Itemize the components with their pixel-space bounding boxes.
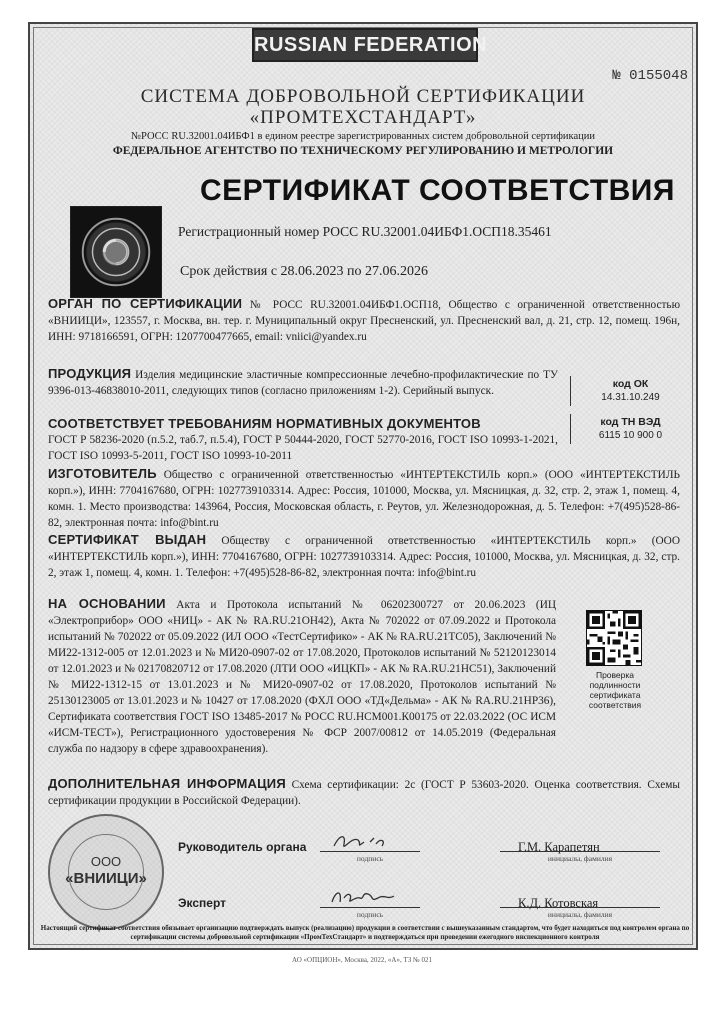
seal-line1: ООО [90, 854, 122, 869]
code-ok-label: код ОК [612, 378, 649, 390]
section-compliance-head: СООТВЕТСТВУЕТ ТРЕБОВАНИЯМ НОРМАТИВНЫХ ДОКУМЕНТОВ [48, 416, 481, 431]
head-signature-caption: подпись [356, 854, 384, 863]
organization-seal [48, 814, 164, 930]
section-organ-head: ОРГАН ПО СЕРТИФИКАЦИИ [48, 296, 243, 311]
hologram-emblem-icon [70, 206, 162, 298]
section-basis [48, 596, 556, 757]
section-basis-text: Акта и Протокола испытаний № 06202300727 от 20.06.2023 (ИЦ «Электроприбор» ООО «НИЦ» - АК № RA.RU.21ОН42), Акта № 702022 от 07.09.2022 и Протокола испытаний № 702022 от 05.09.2022 (ИЛ ООО «ТестСертифико» - АК № RA.RU.21ТС05), Заключений № МИ22-1312-005 от 12.01.2023 и № МИ20-0907-02 от 17.08.2020, Протоколов испытаний № 52120123014 от 12.01.2023 и № 02170820712 от 17.08.2020 (ЛТИ ООО «ИЦКП» - АК № RA.RU.21НС51), Заключений № МИ22-1312-15 от 13.01.2023 и № МИ20-0907-02 от 17.08.2020, Протоколов испытаний № 25130123005 от 13.01.2023 и № 10427 от 17.08.2020 (ФХЛ ООО «ТД«Дельма» - АК № RA.RU.21НР36), Сертификата соответствия ГОСТ ISO 13485-2017 № РОСС RU.НСМ001.К00175 от 22.03.2022 (ОС ИСМ «ИСМ-ТЕСТ»), Регистрационного удостоверения № ФСР 2007/00812 от 14.05.2019 (Федеральная служба по надзору в сфере здравоохранения). [48, 599, 557, 755]
section-product [48, 366, 558, 399]
head-name-caption: инициалы, фамилия [547, 854, 613, 863]
certificate-sheet [28, 22, 698, 950]
code-ok-value: 14.31.10.249 [601, 392, 660, 403]
validity-period: Срок действия с 28.06.2023 по 27.06.2026 [180, 264, 429, 279]
section-organ [48, 296, 680, 345]
code-tnved-box [570, 414, 690, 444]
verification-qr-code[interactable] [586, 610, 642, 666]
section-compliance-text: ГОСТ Р 58236-2020 (п.5.2, таб.7, п.5.4), ГОСТ Р 50444-2020, ГОСТ 52770-2016, ГОСТ ISO 10993-1-2021, ГОСТ ISO 10993-5-2011, ГОСТ ISO 10993-10-2011 [48, 434, 558, 462]
section-manufacturer-text: Общество с ограниченной ответственностью «ИНТЕРТЕКСТИЛЬ корп.» (ООО «ИНТЕРТЕКСТИЛЬ корп.»), ИНН: 7704167680, ОГРН: 1027739103314. Адрес: Россия, 101000, Москва, ул. Мясницкая, д. 32, стр. 2, этаж 1, помещ. 4, комн. 1. Место производства: 143964, Россия, Московская область, г. Реутов, ул. Железнодорожная, д. 5. Телефон: +7(495)528-86-82, электронная почта: info@bint.ru [48, 469, 680, 529]
russian-federation-banner: RUSSIAN FEDERATION [252, 28, 478, 62]
printer-imprint: АО «ОПЦИОН», Москва, 2022, «А», ТЗ № 021 [292, 956, 432, 964]
code-tnved-label: код ТН ВЭД [600, 416, 661, 428]
seal-line2: «ВНИИЦИ» [65, 870, 147, 887]
certificate-title: СЕРТИФИКАТ СООТВЕТСТВИЯ [200, 174, 675, 207]
code-ok-box [570, 376, 690, 406]
qr-caption: Проверка подлинности сертификата соответствия [588, 670, 642, 710]
code-tnved-value: 6115 10 900 0 [598, 430, 663, 441]
expert-label: Эксперт [178, 896, 227, 910]
section-manufacturer-head: ИЗГОТОВИТЕЛЬ [48, 466, 157, 481]
section-organ-text: № РОСС RU.32001.04ИБФ1.ОСП18, Общество с ограниченной ответственностью «ВНИИЦИ», 123557, г. Москва, вн. тер. г. Муниципальный округ Пресненский, ул. Пресненский вал, д. 21, стр. 12, помещ. 196н, ИНН: 9718166591, ОГРН: 1207700477665, email: vniici@yandex.ru [48, 299, 681, 343]
section-issued-text: Обществу с ограниченной ответственностью «ИНТЕРТЕКСТИЛЬ корп.» (ООО «ИНТЕРТЕКСТИЛЬ корп.»), ИНН: 7704167680, ОГРН: 1027739103314. Адрес: Россия, 101000, Москва, ул. Мясницкая, д. 32, стр. 2, этаж 1, помещ. 4, комн. 1. Телефон: +7(495)528-86-82, электронная почта: info@bint.ru [48, 535, 680, 579]
section-additional-text: Схема сертификации: 2с (ГОСТ Р 53603-2020. Оценка соответствия. Схемы сертификации продукции в Российской Федерации). [48, 779, 680, 807]
section-product-head: ПРОДУКЦИЯ [48, 366, 132, 381]
section-compliance [48, 416, 558, 464]
section-additional-head: ДОПОЛНИТЕЛЬНАЯ ИНФОРМАЦИЯ [48, 776, 286, 791]
section-additional [48, 776, 680, 809]
registration-number: Регистрационный номер РОСС RU.32001.04ИБФ1.ОСП18.35461 [178, 224, 552, 239]
section-basis-head: НА ОСНОВАНИИ [48, 596, 166, 611]
footer-note: Настоящий сертификат соответствия обязывает организацию подтверждать выпуск (реализацию) продукции в соответствии с вышеуказанным стандартом, что будет находиться под контролем органа по сертификации системы добровольной сертификации «ПромТехСтандарт» и подтверждаться при проведении ежегодного инспекционного контроля [40, 924, 690, 941]
head-name: Г.М. Карапетян [518, 840, 600, 854]
section-issued-head: СЕРТИФИКАТ ВЫДАН [48, 532, 207, 547]
system-title-line1: СИСТЕМА ДОБРОВОЛЬНОЙ СЕРТИФИКАЦИИ [140, 86, 586, 107]
head-signature-icon [330, 830, 400, 854]
expert-name: К.Д. Котовская [518, 896, 599, 910]
expert-name-caption: инициалы, фамилия [547, 910, 613, 919]
head-of-body-label: Руководитель органа [178, 840, 307, 854]
section-product-text: Изделия медицинские эластичные компрессионные лечебно-профилактические по ТУ 9396-013-46838010-2011, следующих типов (согласно приложениям 1-2). Серийный выпуск. [48, 369, 559, 397]
registry-line: №РОСС RU.32001.04ИБФ1 в едином реестре зарегистрированных систем добровольной сертификации [130, 131, 595, 142]
system-title-line2: «ПРОМТЕХСТАНДАРТ» [249, 107, 477, 128]
section-manufacturer [48, 466, 680, 531]
expert-signature-caption: подпись [356, 910, 384, 919]
serial-number: № 0155048 [612, 68, 688, 84]
section-issued [48, 532, 680, 581]
expert-signature-icon [328, 884, 408, 910]
agency-name: ФЕДЕРАЛЬНОЕ АГЕНТСТВО ПО ТЕХНИЧЕСКОМУ РЕГУЛИРОВАНИЮ И МЕТРОЛОГИИ [112, 145, 614, 157]
